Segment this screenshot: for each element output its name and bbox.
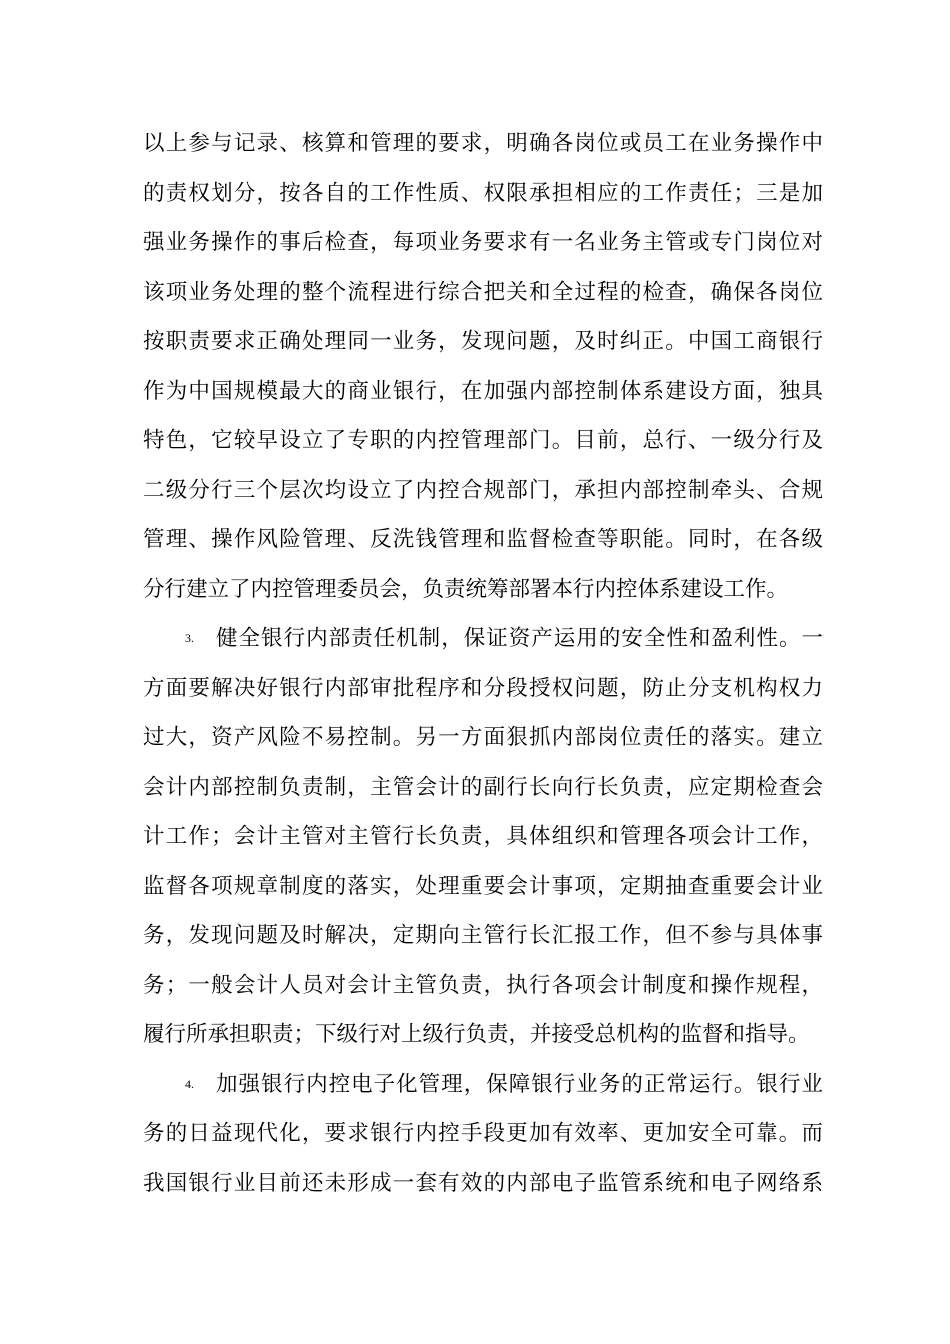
numbered-item-first-line: [143, 614, 823, 664]
paragraph-line: 方面要解决好银行内部审批程序和分段授权问题，防止分支机构权力: [143, 675, 823, 701]
paragraph-line: 作为中国规模最大的商业银行，在加强内部控制体系建设方面，独具: [143, 378, 823, 404]
paragraph-line: 该项业务处理的整个流程进行综合把关和全过程的检查，确保各岗位: [143, 279, 823, 305]
paragraph-2: [143, 614, 823, 1060]
paragraph-3: [143, 1060, 823, 1209]
document-body: [143, 119, 823, 1208]
paragraph-line: 的责权划分，按各自的工作性质、权限承担相应的工作责任；三是加: [143, 180, 823, 206]
paragraph-line: 务；一般会计人员对会计主管负责，执行各项会计制度和操作规程，: [143, 972, 823, 998]
paragraph-line: 二级分行三个层次均设立了内控合规部门，承担内部控制牵头、合规: [143, 477, 823, 503]
numbered-item-first-line: [143, 1060, 823, 1110]
paragraph-line: 务的日益现代化，要求银行内控手段更加有效率、更加安全可靠。而: [143, 1121, 823, 1146]
paragraph-line: 以上参与记录、核算和管理的要求，明确各岗位或员工在业务操作中: [143, 131, 823, 156]
paragraph-line: 监督各项规章制度的落实，处理重要会计事项，定期抽查重要会计业: [143, 873, 823, 899]
paragraph-line: 务，发现问题及时解决，定期向主管行长汇报工作，但不参与具体事: [143, 923, 823, 948]
item-number: 3.: [185, 631, 194, 646]
paragraph-line: 按职责要求正确处理同一业务，发现问题，及时纠正。中国工商银行: [143, 329, 823, 354]
paragraph-line: 特色，它较早设立了专职的内控管理部门。目前，总行、一级分行及: [143, 428, 823, 453]
paragraph-line: 分行建立了内控管理委员会，负责统筹部署本行内控体系建设工作。: [143, 576, 789, 602]
paragraph-line: 计工作；会计主管对主管行长负责，具体组织和管理各项会计工作，: [143, 824, 823, 849]
paragraph-line: 过大，资产风险不易控制。另一方面狠抓内部岗位责任的落实。建立: [143, 725, 823, 750]
paragraph-line: 加强银行内控电子化管理，保障银行业务的正常运行。银行业: [215, 1071, 823, 1097]
paragraph-line: 管理、操作风险管理、反洗钱管理和监督检查等职能。同时，在各级: [143, 527, 823, 552]
paragraph-line: 履行所承担职责；下级行对上级行负责，并接受总机构的监督和指导。: [143, 1022, 810, 1047]
paragraph-line: 强业务操作的事后检查，每项业务要求有一名业务主管或专门岗位对: [143, 230, 823, 255]
paragraph-line: 我国银行业目前还未形成一套有效的内部电子监管系统和电子网络系: [143, 1170, 823, 1196]
paragraph-line: 健全银行内部责任机制，保证资产运用的安全性和盈利性。一: [215, 626, 823, 651]
item-number: 4.: [185, 1076, 194, 1091]
paragraph-1: [143, 119, 823, 614]
paragraph-line: 会计内部控制负责制，主管会计的副行长向行长负责，应定期检查会: [143, 774, 823, 800]
